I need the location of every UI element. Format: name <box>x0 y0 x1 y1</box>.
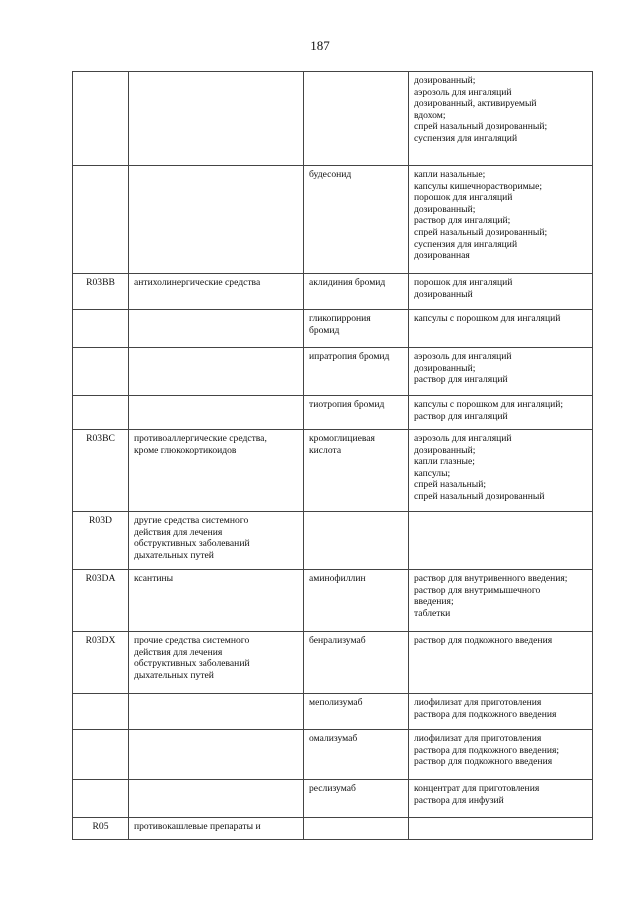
group-line: действия для лечения <box>134 526 223 538</box>
anatomical-group-cell <box>129 730 304 780</box>
drug-name-cell <box>304 396 409 430</box>
group-line: действия для лечения <box>134 646 223 658</box>
drug-name-cell <box>304 72 409 166</box>
dosage-form-line: раствор для ингаляций <box>414 410 508 422</box>
anatomical-group-cell <box>129 512 304 570</box>
drug-name-line: ипратропия бромид <box>309 351 390 362</box>
drug-name-cell <box>304 348 409 396</box>
table-row <box>73 166 593 274</box>
table-row <box>73 274 593 310</box>
group-line: ксантины <box>134 573 174 584</box>
dosage-form-line: спрей назальный дозированный <box>414 490 545 502</box>
drug-name-line: кромоглициевая <box>309 433 375 444</box>
anatomical-group-cell <box>129 348 304 396</box>
anatomical-group-cell <box>129 274 304 310</box>
dosage-form-line: капсулы с порошком для ингаляций <box>414 313 561 324</box>
dosage-forms-cell <box>409 396 593 430</box>
group-line: обструктивных заболеваний <box>134 538 250 550</box>
table-row <box>73 348 593 396</box>
dosage-form-line: суспензия для ингаляций <box>414 132 518 144</box>
anatomical-group-cell <box>129 310 304 348</box>
dosage-forms-cell <box>409 730 593 780</box>
dosage-forms-cell <box>409 430 593 512</box>
atc-code: R03BC <box>86 433 115 444</box>
drug-name-cell <box>304 730 409 780</box>
dosage-forms-cell <box>409 818 593 840</box>
dosage-forms-cell <box>409 310 593 348</box>
dosage-form-line: спрей назальный дозированный; <box>414 121 548 133</box>
atc-code: R03DX <box>85 635 116 646</box>
dosage-forms-cell <box>409 780 593 818</box>
anatomical-group-cell <box>129 396 304 430</box>
dosage-form-line: аэрозоль для ингаляций <box>414 433 512 444</box>
group-line: дыхательных путей <box>134 669 214 681</box>
drug-name-cell <box>304 694 409 730</box>
drug-name-line: гликопиррония <box>309 313 371 324</box>
atc-code: R03BB <box>86 277 115 288</box>
anatomical-group-cell <box>129 166 304 274</box>
drug-name-line: тиотропия бромид <box>309 399 385 410</box>
atc-code-cell <box>73 166 129 274</box>
table-row <box>73 632 593 694</box>
dosage-forms-cell <box>409 632 593 694</box>
anatomical-group-cell <box>129 818 304 840</box>
atc-code-cell <box>73 694 129 730</box>
group-line: прочие средства системного <box>134 635 250 646</box>
atc-code-cell <box>73 310 129 348</box>
drug-name-cell <box>304 274 409 310</box>
table-row <box>73 430 593 512</box>
atc-code: R03DA <box>85 573 116 584</box>
drug-name-line: реслизумаб <box>309 783 356 794</box>
dosage-forms-cell <box>409 166 593 274</box>
table-row <box>73 310 593 348</box>
group-line: другие средства системного <box>134 515 249 526</box>
dosage-forms-cell <box>409 512 593 570</box>
dosage-form-line: таблетки <box>414 607 451 619</box>
drug-name-cell <box>304 310 409 348</box>
drug-name-line: кислота <box>309 444 342 456</box>
anatomical-group-cell <box>129 780 304 818</box>
dosage-form-line: дозированный, активируемый <box>414 98 537 110</box>
table-row <box>73 570 593 632</box>
atc-code-cell <box>73 780 129 818</box>
dosage-form-line: дозированный; <box>414 362 476 374</box>
atc-code-cell <box>73 632 129 694</box>
dosage-form-line: концентрат для приготовления <box>414 783 540 794</box>
atc-code: R05 <box>92 821 109 832</box>
dosage-form-line: введения; <box>414 596 454 608</box>
drug-name-cell <box>304 570 409 632</box>
table-row <box>73 818 593 840</box>
drug-name-line: меполизумаб <box>309 697 363 708</box>
table-row <box>73 730 593 780</box>
atc-code-cell <box>73 348 129 396</box>
anatomical-group-cell <box>129 694 304 730</box>
group-line: противокашлевые препараты и <box>134 821 261 832</box>
dosage-form-line: капсулы кишечнорастворимые; <box>414 180 543 192</box>
anatomical-group-cell <box>129 430 304 512</box>
dosage-form-line: раствор для ингаляций; <box>414 215 511 227</box>
dosage-form-line: раствор для внутривенного введения; <box>414 573 568 584</box>
dosage-form-line: раствора для подкожного введения; <box>414 744 560 756</box>
atc-code-cell <box>73 274 129 310</box>
dosage-form-line: аэрозоль для ингаляций <box>414 86 512 98</box>
drug-name-cell <box>304 780 409 818</box>
dosage-form-line: дозированный; <box>414 444 476 456</box>
dosage-form-line: суспензия для ингаляций <box>414 238 518 250</box>
dosage-forms-cell <box>409 274 593 310</box>
atc-code-cell <box>73 570 129 632</box>
group-line: кроме глюкокортикоидов <box>134 444 237 456</box>
dosage-form-line: дозированный <box>414 288 473 300</box>
atc-code-cell <box>73 430 129 512</box>
drug-name-cell <box>304 166 409 274</box>
dosage-form-line: капсулы; <box>414 467 451 479</box>
table-row <box>73 72 593 166</box>
drug-name-cell <box>304 430 409 512</box>
atc-code-cell <box>73 396 129 430</box>
dosage-form-line: дозированный; <box>414 75 476 86</box>
atc-code-cell <box>73 512 129 570</box>
table-row <box>73 694 593 730</box>
table-row <box>73 780 593 818</box>
dosage-form-line: порошок для ингаляций <box>414 192 513 204</box>
page-number: 187 <box>310 38 330 53</box>
anatomical-group-cell <box>129 72 304 166</box>
drug-name-line: аминофиллин <box>309 573 366 584</box>
dosage-form-line: раствора для инфузий <box>414 794 504 806</box>
dosage-form-line: капли назальные; <box>414 169 486 180</box>
table-body <box>73 72 593 840</box>
dosage-form-line: раствора для подкожного введения <box>414 708 557 720</box>
atc-code: R03D <box>89 515 112 526</box>
table-row <box>73 396 593 430</box>
drug-name-line: будесонид <box>309 169 352 180</box>
drug-name-line: аклидиния бромид <box>309 277 386 288</box>
dosage-form-line: капли глазные; <box>414 456 475 468</box>
dosage-forms-cell <box>409 570 593 632</box>
drug-name-line: бромид <box>309 324 340 336</box>
dosage-forms-cell <box>409 72 593 166</box>
anatomical-group-cell <box>129 570 304 632</box>
drug-name-line: бенрализумаб <box>309 635 366 646</box>
drug-table <box>72 71 593 840</box>
dosage-forms-cell <box>409 348 593 396</box>
group-line: обструктивных заболеваний <box>134 658 250 670</box>
dosage-form-line: дозированный; <box>414 203 476 215</box>
anatomical-group-cell <box>129 632 304 694</box>
dosage-form-line: лиофилизат для приготовления <box>414 697 542 708</box>
dosage-form-line: раствор для подкожного введения <box>414 635 553 646</box>
dosage-form-line: спрей назальный; <box>414 479 487 491</box>
drug-name-line: омализумаб <box>309 733 358 744</box>
atc-code-cell <box>73 730 129 780</box>
drug-name-cell <box>304 512 409 570</box>
dosage-form-line: дозированная <box>414 250 470 262</box>
dosage-form-line: порошок для ингаляций <box>414 277 513 288</box>
drug-name-cell <box>304 632 409 694</box>
table-row <box>73 512 593 570</box>
dosage-forms-cell <box>409 694 593 730</box>
dosage-form-line: вдохом; <box>414 109 446 121</box>
dosage-form-line: раствор для ингаляций <box>414 374 508 386</box>
dosage-form-line: раствор для подкожного введения <box>414 756 553 768</box>
dosage-form-line: аэрозоль для ингаляций <box>414 351 512 362</box>
group-line: антихолинергические средства <box>134 277 261 288</box>
dosage-form-line: лиофилизат для приготовления <box>414 733 542 744</box>
dosage-form-line: капсулы с порошком для ингаляций; <box>414 399 564 410</box>
dosage-form-line: спрей назальный дозированный; <box>414 226 548 238</box>
drug-name-cell <box>304 818 409 840</box>
atc-code-cell <box>73 818 129 840</box>
group-line: противоаллергические средства, <box>134 433 267 444</box>
group-line: дыхательных путей <box>134 549 214 561</box>
atc-code-cell <box>73 72 129 166</box>
dosage-form-line: раствор для внутримышечного <box>414 584 541 596</box>
